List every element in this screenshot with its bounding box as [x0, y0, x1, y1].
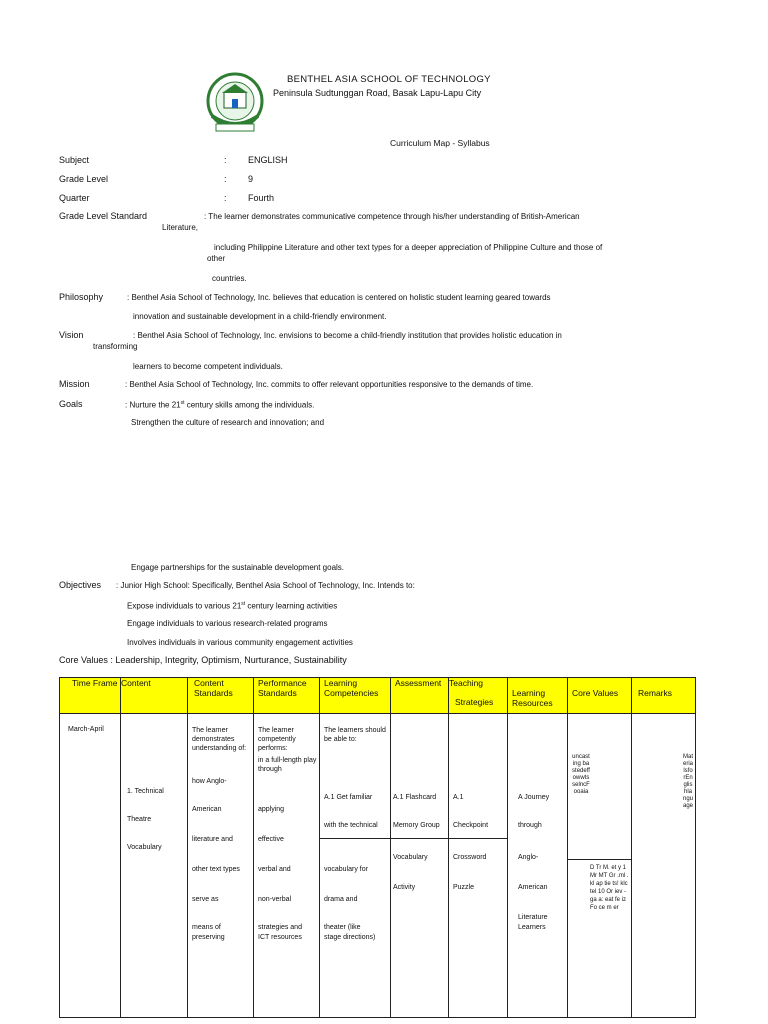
- subject-label: Subject: [59, 155, 90, 165]
- gls-line2: including Philippine Literature and other text types for a deeper appreciation of Philippine Culture and those of: [214, 243, 603, 252]
- header-teaching-strategies: Teaching Strategies: [449, 678, 508, 714]
- objective-item-3: Involves individuals in various community engagement activities: [127, 638, 353, 647]
- cell-learning-resources: A Journey through Anglo- American Literature Learners: [508, 714, 568, 1018]
- header-remarks: Remarks: [632, 678, 696, 714]
- document-title: Curriculum Map - Syllabus: [390, 138, 490, 148]
- objective-item-1: Expose individuals to various 21st century learning activities: [127, 601, 338, 611]
- gls-line3: countries.: [212, 274, 247, 283]
- school-name: BENTHEL ASIA SCHOOL OF TECHNOLOGY: [287, 74, 491, 85]
- cell-content-standards: The learner demonstrates understanding of: how Anglo- American literature and other text types serve as means of preserving: [188, 714, 254, 1018]
- subject-value: ENGLISH: [248, 155, 288, 165]
- cell-content: 1. Technical Theatre Vocabulary: [121, 714, 188, 1018]
- philosophy-line1: : Benthel Asia School of Technology, Inc. believes that education is centered on holistic student learning geared towards: [127, 293, 551, 302]
- mission-line1: : Benthel Asia School of Technology, Inc. commits to offer relevant opportunities responsive to the demands of time.: [125, 380, 534, 389]
- header-performance-standards: Performance Standards: [254, 678, 320, 714]
- cell-time-frame: March-April: [60, 714, 121, 1018]
- goals-line2: Strengthen the culture of research and innovation; and: [131, 418, 325, 427]
- header-core-values: Core Values: [568, 678, 632, 714]
- core-values-line: Core Values : Leadership, Integrity, Optimism, Nurturance, Sustainability: [59, 655, 347, 665]
- school-address: Peninsula Sudtunggan Road, Basak Lapu-Lapu City: [273, 88, 482, 98]
- gls-line2b: other: [207, 254, 226, 263]
- goals-label: Goals: [59, 399, 83, 409]
- table-row: [60, 714, 696, 1018]
- objectives-line1: : Junior High School: Specifically, Benthel Asia School of Technology, Inc. Intends to:: [116, 581, 415, 590]
- vision-line1: : Benthel Asia School of Technology, Inc. envisions to become a child-friendly institution that provides holistic education in: [133, 331, 562, 340]
- header-time-frame: Time Frame: [60, 678, 121, 714]
- cell-remarks: MaterialsforEnglishlanguage: [632, 714, 696, 1018]
- quarter-label: Quarter: [59, 193, 90, 203]
- vision-label: Vision: [59, 330, 84, 340]
- grade-level-value: 9: [248, 174, 254, 184]
- header-content: Content: [121, 678, 188, 714]
- curriculum-table: [59, 677, 696, 1018]
- table-header-row: [60, 678, 696, 714]
- grade-level-label: Grade Level: [59, 174, 109, 184]
- objectives-label: Objectives: [59, 580, 102, 590]
- quarter-colon: :: [224, 193, 227, 203]
- gls-label: Grade Level Standard: [59, 211, 148, 221]
- mission-label: Mission: [59, 379, 90, 389]
- cell-teaching-strategies: A.1 Checkpoint Crossword Puzzle: [449, 714, 508, 1018]
- quarter-value: Fourth: [248, 193, 275, 203]
- header-content-standards: Content Standards: [188, 678, 254, 714]
- cell-performance-standards: The learner competently performs: in a full-length play through applying effective verbal and non-verbal strategies and ICT resources: [254, 714, 320, 1018]
- gls-line1b: Literature,: [162, 223, 199, 232]
- grade-level-colon: :: [224, 174, 227, 184]
- cell-core-values: uncasting bastedeffowwtsselncFooaia D Tr M. et y 1 Mr MT Gr .ml .kl ap tie ts! klc tel 10 Or iev - ga a: eat fe iz Fo ce m er: [568, 714, 632, 1018]
- subject-colon: :: [224, 155, 227, 165]
- gls-line1: : The learner demonstrates communicative competence through his/her understanding of British-American: [204, 212, 580, 221]
- header-assessment: Assessment: [391, 678, 449, 714]
- philosophy-label: Philosophy: [59, 292, 104, 302]
- cell-learning-competencies: The learners should be able to: A.1 Get familiar with the technical vocabulary for drama and theater (like stage directions): [320, 714, 391, 1018]
- vision-line2: learners to become competent individuals.: [133, 362, 283, 371]
- header-learning-competencies: Learning Competencies: [320, 678, 391, 714]
- header-learning-resources: Learning Resources: [508, 678, 568, 714]
- school-logo: [206, 72, 264, 134]
- goals-line1: : Nurture the 21st century skills among the individuals.: [125, 400, 315, 410]
- vision-line1b: transforming: [93, 342, 138, 351]
- philosophy-line2: innovation and sustainable development in a child-friendly environment.: [133, 312, 387, 321]
- objective-item-2: Engage individuals to various research-related programs: [127, 619, 328, 628]
- goals-line3: Engage partnerships for the sustainable development goals.: [131, 563, 345, 572]
- cell-assessment: A.1 Flashcard Memory Group Vocabulary Activity: [391, 714, 449, 1018]
